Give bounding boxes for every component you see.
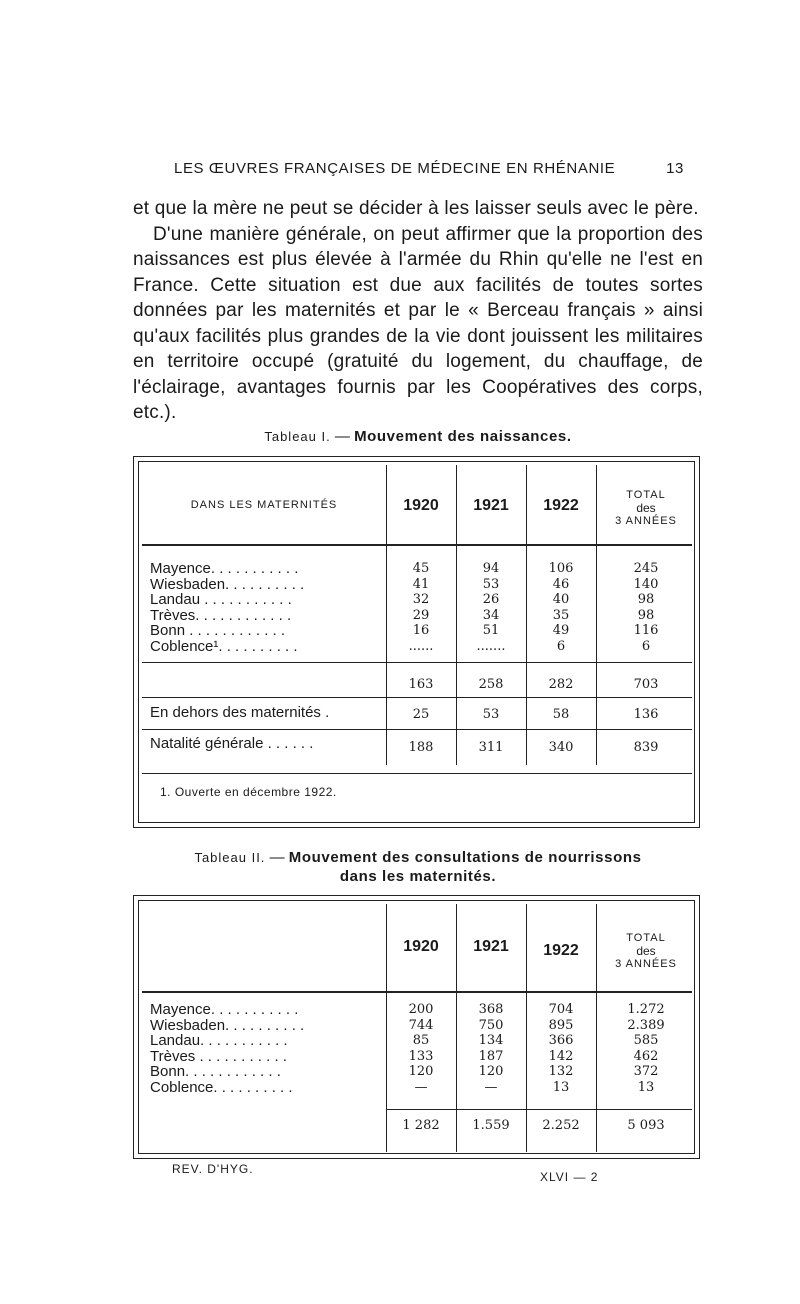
- table-cell: 40: [552, 592, 570, 608]
- table2-header-rule: [142, 991, 692, 993]
- table-cell: 132: [548, 1064, 574, 1080]
- table1: [133, 456, 700, 828]
- table-cell: 98: [637, 607, 655, 623]
- table1-header-rule: [142, 544, 692, 546]
- table-cell: 6: [641, 638, 651, 654]
- table2-total-header-line2: des: [636, 944, 656, 958]
- table-cell: 187: [478, 1048, 504, 1064]
- table1-natalite-1922: 340: [548, 740, 574, 755]
- table1-footnote: 1. Ouverte en décembre 1922.: [160, 785, 337, 799]
- table-cell: 2.389: [627, 1017, 665, 1033]
- table1-caption-dash: —: [330, 428, 355, 445]
- table1-outside-1921: 53: [482, 707, 500, 722]
- table-cell: 49: [552, 623, 570, 639]
- table-cell: 200: [408, 1002, 434, 1017]
- table2-total-1921: 1.559: [472, 1118, 510, 1133]
- table1-outside-total: 136: [633, 707, 659, 722]
- table-cell: 366: [548, 1033, 574, 1049]
- table1-col-total: [596, 561, 696, 655]
- table2-caption-label: Tableau II.: [194, 850, 266, 865]
- table2-caption-title-line1: Mouvement des consultations de nourrissons: [288, 849, 642, 866]
- table2-total-total: 5 093: [627, 1118, 665, 1133]
- table-cell: 85: [412, 1033, 430, 1049]
- table1-caption-title: Mouvement des naissances.: [354, 428, 572, 445]
- table1-col-1922: [526, 561, 596, 655]
- table-cell: 1.272: [627, 1002, 665, 1017]
- table-cell: 245: [633, 561, 659, 576]
- table-cell: 120: [478, 1064, 504, 1080]
- table2-caption-line1: [133, 848, 703, 867]
- table-cell: 34: [482, 607, 500, 623]
- table1-total-header-line1: TOTAL: [626, 489, 666, 501]
- table1-col-1920: [386, 561, 456, 655]
- table-cell: 29: [412, 607, 430, 623]
- table2-col-1921: [456, 1002, 526, 1096]
- table-cell: 116: [633, 623, 659, 639]
- table-cell: 6: [556, 638, 566, 654]
- table-cell: 750: [478, 1017, 504, 1033]
- header-title: LES ŒUVRES FRANÇAISES DE MÉDECINE EN RHÉNANIE: [174, 160, 616, 177]
- table1-total-header-line3: 3 ANNÉES: [615, 515, 677, 527]
- table1-subtotal-1922: 282: [548, 677, 574, 692]
- table-cell: 895: [548, 1017, 574, 1033]
- table1-col-1921: [456, 561, 526, 655]
- table1-total-header-line2: des: [636, 501, 656, 515]
- table1-natalite-1921: 311: [478, 740, 504, 755]
- body-paragraph: D'une manière générale, on peut affirmer que la proportion des naissances est plus élevée à l'armée du Rhin qu'elle ne l'est en France. Cette situation est due aux facilités de toutes sortes données par les maternités et par le « Berceau français » ainsi qu'aux facilités plus grandes de la vie dont jouissent les militaires en territoire occupé (gratuité du logement, du chauffage, de l'éclairage, avantages fournis par les Coopératives des corps, etc.).: [133, 223, 703, 423]
- table1-subtotal-total: 703: [633, 677, 659, 692]
- table2-total-rule: [386, 1109, 692, 1110]
- page-number: 13: [666, 160, 684, 177]
- table2-total-header-line1: TOTAL: [626, 932, 666, 944]
- table1-natalite-label: Natalité générale . . . . . .: [150, 735, 314, 752]
- table-cell: 51: [482, 623, 500, 639]
- table1-subtotal-1921: 258: [478, 677, 504, 692]
- table1-subtotal-rule: [142, 662, 692, 663]
- table2-caption-dash: —: [265, 849, 289, 866]
- table1-natalite-1920: 188: [408, 740, 434, 755]
- table1-row-rule: [142, 729, 692, 730]
- table-cell: 45: [412, 561, 430, 576]
- table2-year-1922: 1922: [543, 942, 579, 959]
- body-text: [133, 196, 703, 426]
- table-cell: 46: [552, 576, 570, 592]
- table-cell: ......: [408, 638, 434, 654]
- table-cell: 94: [482, 561, 500, 576]
- table-cell: —: [484, 1079, 498, 1095]
- table1-row-rule: [142, 697, 692, 698]
- table2: [133, 895, 700, 1159]
- running-header: [174, 160, 684, 177]
- table1-subtotal-1920: 163: [408, 677, 434, 692]
- table1-caption: [133, 428, 703, 445]
- table2-caption-title-line2: dans les maternités.: [339, 868, 497, 885]
- table1-year-1922: 1922: [543, 497, 579, 514]
- table-cell: 53: [482, 576, 500, 592]
- table-cell: .......: [476, 638, 506, 654]
- table1-footnote-rule: [142, 773, 692, 774]
- table-cell: 106: [548, 561, 574, 576]
- table-cell: 16: [412, 623, 430, 639]
- table1-year-1921: 1921: [473, 497, 509, 514]
- table2-total-1920: 1 282: [402, 1118, 440, 1133]
- table2-year-1920: 1920: [403, 938, 439, 955]
- table-cell: 32: [412, 592, 430, 608]
- table-cell: 142: [548, 1048, 574, 1064]
- table1-year-1920: 1920: [403, 497, 439, 514]
- table2-col-1922: [526, 1002, 596, 1096]
- footer-signature: XLVI — 2: [540, 1170, 599, 1184]
- table2-total-header-line3: 3 ANNÉES: [615, 958, 677, 970]
- table2-col-1920: [386, 1002, 456, 1096]
- table-cell: 462: [633, 1048, 659, 1064]
- table1-natalite-total: 839: [633, 740, 659, 755]
- table-cell: 134: [478, 1033, 504, 1049]
- table-cell: 372: [633, 1064, 659, 1080]
- table2-total-header: [596, 932, 696, 971]
- table2-row-labels: Mayence. . . . . . . . . . . Wiesbaden. . . . . . . . . . Landau. . . . . . . . . . . Trèves . . . . . . . . . . . Bonn. . . . . . . . . . . . Coblence. . . . . . . . . .: [150, 1001, 305, 1096]
- table-cell: 13: [552, 1079, 570, 1095]
- table-cell: 120: [408, 1064, 434, 1080]
- table-cell: 98: [637, 592, 655, 608]
- table-cell: 744: [408, 1017, 434, 1033]
- table1-outside-1922: 58: [552, 707, 570, 722]
- table1-col-label-header: DANS LES MATERNITÉS: [190, 499, 338, 511]
- table-cell: 585: [633, 1033, 659, 1049]
- table1-caption-label: Tableau I.: [264, 429, 331, 444]
- table-cell: 13: [637, 1079, 655, 1095]
- table1-outside-label: En dehors des maternités .: [150, 704, 330, 721]
- table1-outside-1920: 25: [412, 707, 430, 722]
- table2-caption-line2: [133, 867, 703, 886]
- table-cell: 41: [412, 576, 430, 592]
- table2-year-1921: 1921: [473, 938, 509, 955]
- table-cell: 133: [408, 1048, 434, 1064]
- table-cell: 26: [482, 592, 500, 608]
- table2-total-1922: 2.252: [542, 1118, 580, 1133]
- table-cell: —: [414, 1079, 428, 1095]
- table1-row-labels: Mayence. . . . . . . . . . . Wiesbaden. . . . . . . . . . Landau . . . . . . . . . . . Trèves. . . . . . . . . . . . Bonn . . . . . . . . . . . . Coblence¹. . . . . . . . . .: [150, 560, 305, 655]
- table-cell: 368: [478, 1002, 504, 1017]
- body-line-1: et que la mère ne peut se décider à les laisser seuls avec le père.: [133, 198, 699, 219]
- table2-caption: [133, 848, 703, 886]
- table2-col-total: [596, 1002, 696, 1096]
- table-cell: 140: [633, 576, 659, 592]
- table-cell: 35: [552, 607, 570, 623]
- footer-journal: REV. D'HYG.: [172, 1162, 254, 1176]
- table1-total-header: [596, 489, 696, 528]
- table-cell: 704: [548, 1002, 574, 1017]
